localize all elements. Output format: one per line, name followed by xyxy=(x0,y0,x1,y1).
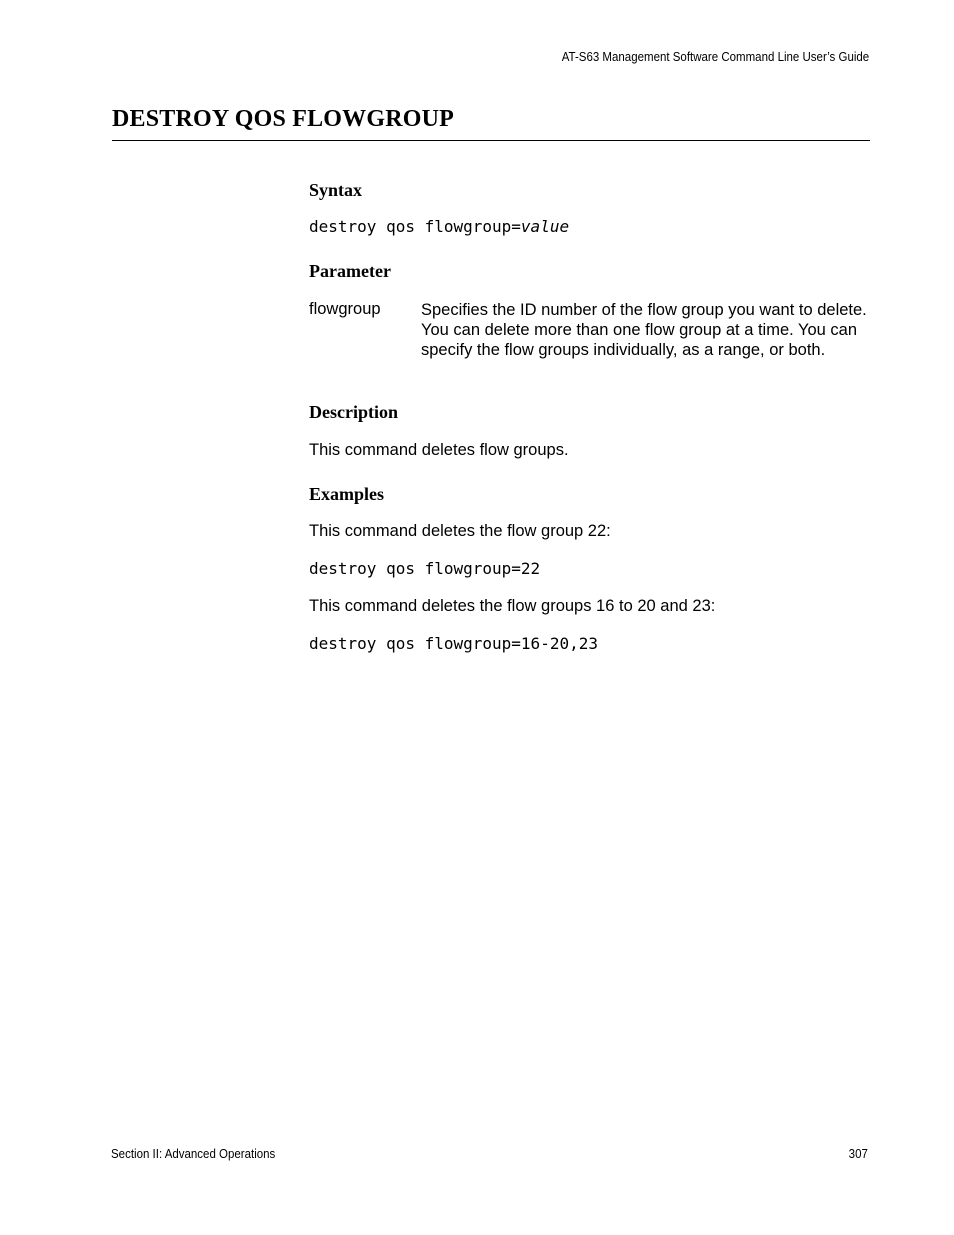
footer-page-number: 307 xyxy=(848,1147,868,1161)
parameter-heading: Parameter xyxy=(309,261,391,281)
parameter-name: flowgroup xyxy=(309,300,381,318)
example-text: This command deletes the flow groups 16 to 20 and 23: xyxy=(309,597,716,615)
example-text: This command deletes the flow group 22: xyxy=(309,522,611,540)
syntax-heading: Syntax xyxy=(309,180,363,200)
title-rule xyxy=(112,140,870,141)
examples-heading: Examples xyxy=(309,484,385,504)
parameter-description: Specifies the ID number of the flow group you want to delete. You can delete more than one flow group at a time. You can specify the flow groups individually, as a range, or both. xyxy=(421,301,867,359)
example-command: destroy qos flowgroup=16-20,23 xyxy=(309,634,598,653)
description-heading: Description xyxy=(309,402,398,422)
example-command: destroy qos flowgroup=22 xyxy=(309,559,541,578)
footer-section: Section II: Advanced Operations xyxy=(111,1147,276,1161)
description-text: This command deletes flow groups. xyxy=(309,441,569,459)
syntax-command xyxy=(309,217,569,236)
syntax-variable: value xyxy=(520,217,570,236)
page-title: DESTROY QOS FLOWGROUP xyxy=(112,106,455,132)
syntax-command-text: destroy qos flowgroup= xyxy=(309,217,521,236)
running-header: AT-S63 Management Software Command Line User’s Guide xyxy=(561,50,869,64)
